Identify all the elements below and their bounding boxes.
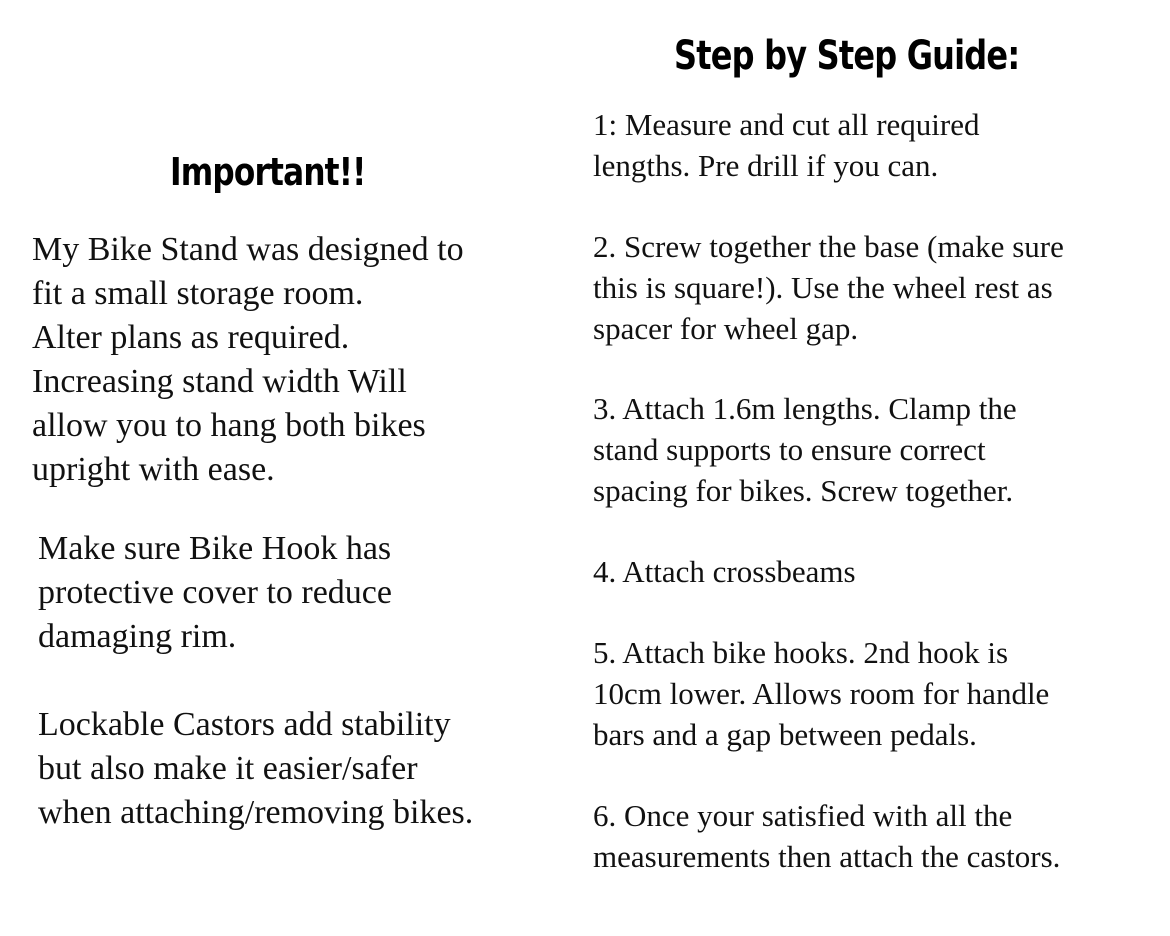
note-line: protective cover to reduce bbox=[38, 574, 392, 611]
note-line: but also make it easier/safer bbox=[38, 750, 418, 787]
step-line: stand supports to ensure correct bbox=[593, 432, 986, 467]
note-line: Alter plans as required. bbox=[32, 319, 350, 356]
step-line: 10cm lower. Allows room for handle bbox=[593, 676, 1050, 711]
note-line: Increasing stand width Will bbox=[32, 363, 407, 400]
guide-step-6 bbox=[593, 795, 1163, 877]
step-line: bars and a gap between pedals. bbox=[593, 717, 977, 752]
note-line: Lockable Castors add stability bbox=[38, 706, 451, 743]
step-line: 2. Screw together the base (make sure bbox=[593, 229, 1064, 264]
important-note-bike-hook bbox=[38, 527, 392, 659]
note-line: allow you to hang both bikes bbox=[32, 407, 426, 444]
step-line: this is square!). Use the wheel rest as bbox=[593, 270, 1053, 305]
step-line: lengths. Pre drill if you can. bbox=[593, 148, 939, 183]
step-line: spacer for wheel gap. bbox=[593, 311, 859, 346]
step-line: 6. Once your satisfied with all the bbox=[593, 798, 1013, 833]
step-line: 1: Measure and cut all required bbox=[593, 107, 980, 142]
note-line: My Bike Stand was designed to bbox=[32, 231, 464, 268]
step-line: 5. Attach bike hooks. 2nd hook is bbox=[593, 635, 1009, 670]
note-line: upright with ease. bbox=[32, 451, 275, 488]
guide-step-2 bbox=[593, 226, 1163, 349]
important-note-stand-size bbox=[32, 228, 464, 492]
important-heading: Important!! bbox=[170, 150, 366, 194]
note-line: when attaching/removing bikes. bbox=[38, 794, 474, 831]
step-line: measurements then attach the castors. bbox=[593, 839, 1061, 874]
step-line: spacing for bikes. Screw together. bbox=[593, 473, 1014, 508]
guide-step-4 bbox=[593, 551, 1163, 592]
guide-step-3 bbox=[593, 388, 1163, 511]
note-line: damaging rim. bbox=[38, 618, 237, 655]
step-line: 3. Attach 1.6m lengths. Clamp the bbox=[593, 391, 1017, 426]
note-line: Make sure Bike Hook has bbox=[38, 530, 392, 567]
important-note-castors bbox=[38, 703, 473, 835]
guide-step-5 bbox=[593, 632, 1163, 755]
step-line: 4. Attach crossbeams bbox=[593, 554, 856, 589]
guide-heading: Step by Step Guide: bbox=[674, 33, 1020, 79]
note-line: fit a small storage room. bbox=[32, 275, 364, 312]
guide-step-1 bbox=[593, 104, 1163, 186]
